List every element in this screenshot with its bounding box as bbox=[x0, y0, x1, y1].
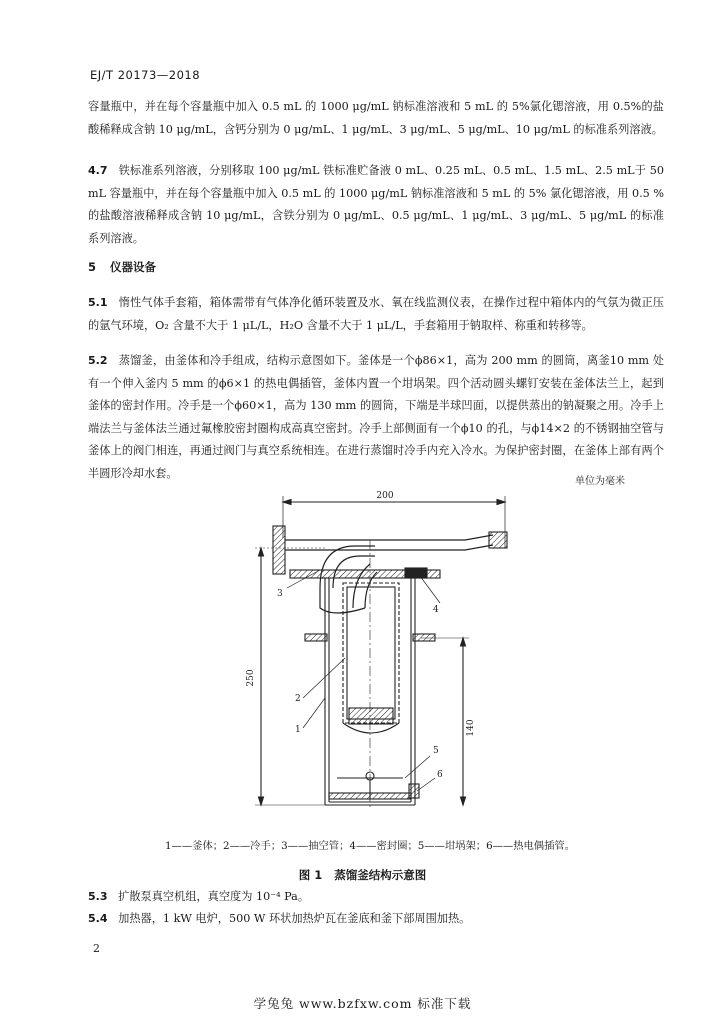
part-label-1: 1 bbox=[295, 725, 301, 735]
paragraph-text: 加热器，1 kW 电炉，500 W 环状加热炉瓦在釜底和釜下部周围加热。 bbox=[118, 912, 471, 925]
seal-ring bbox=[405, 568, 427, 578]
cooling-finger bbox=[343, 583, 399, 723]
paragraph-5-1 bbox=[88, 292, 664, 337]
section-number: 5 bbox=[88, 260, 97, 274]
dimension-inner-label: 140 bbox=[466, 719, 476, 737]
paragraph-text: 容量瓶中，并在每个容量瓶中加入 0.5 mL 的 1000 μg/mL 钠标准溶液和 5 mL 的 5%氯化锶溶液，用 0.5%的盐酸稀释成含钠 10 μg/mL，含钙分别为 0 μg/mL、1 μg/mL、3 μg/mL、5 μg/mL、10 μg/mL 的标准系列溶液。 bbox=[88, 100, 664, 136]
part-label-4: 4 bbox=[433, 605, 439, 615]
figure-number: 图 1 bbox=[298, 868, 323, 882]
section-heading-5 bbox=[88, 259, 156, 275]
paragraph-4-7 bbox=[88, 160, 664, 250]
clause-number: 4.7 bbox=[88, 164, 108, 177]
paragraph-5-4 bbox=[88, 908, 664, 931]
dimension-width-label: 200 bbox=[376, 491, 394, 501]
clause-number: 5.4 bbox=[88, 912, 108, 925]
figure-title: 蒸馏釜结构示意图 bbox=[334, 868, 427, 882]
paragraph-5-3 bbox=[88, 886, 664, 909]
paragraph-5-2 bbox=[88, 350, 664, 485]
evacuation-flange bbox=[273, 526, 285, 574]
site-footer: 学兔兔 www.bzfxw.com 标准下载 bbox=[253, 996, 472, 1011]
clause-number: 5.2 bbox=[88, 354, 108, 367]
page-number: 2 bbox=[93, 942, 100, 955]
standard-code: EJ/T 20173—2018 bbox=[90, 68, 201, 82]
figure-caption bbox=[0, 867, 725, 883]
part-label-5: 5 bbox=[433, 746, 439, 756]
paragraph-text: 惰性气体手套箱，箱体需带有气体净化循环装置及水、氧在线监测仪表，在操作过程中箱体内的气氛为微正压的氩气环境，O₂ 含量不大于 1 μL/L，H₂O 含量不大于 1 μL/L，手套箱用于钠取样、称重和转移等。 bbox=[88, 296, 664, 332]
tube-connector bbox=[489, 532, 507, 548]
figure-legend: 1——釜体；2——冷手；3——抽空管；4——密封圈；5——坩埚架；6——热电偶插管。 bbox=[165, 840, 575, 852]
part-label-2: 2 bbox=[295, 694, 301, 704]
part-label-6: 6 bbox=[437, 770, 443, 780]
clause-number: 5.1 bbox=[88, 296, 108, 309]
paragraph-text: 铁标准系列溶液，分别移取 100 μg/mL 铁标准贮备液 0 mL、0.25 mL、0.5 mL、1.5 mL、2.5 mL于 50 mL 容量瓶中，并在每个容量瓶中加入 0.5 mL 的 1000 μg/mL 钠标准溶液和 5 mL 的 5% 氯化锶溶液，用 0.5 %的盐酸溶液稀释成含钠 10 μg/mL，含铁分别为 0 μg/mL、0.5 μg/mL、1 μg/mL、3 μg/mL、5 μg/mL 的标准系列溶液。 bbox=[88, 164, 665, 245]
clause-number: 5.3 bbox=[88, 890, 108, 903]
paragraph-text: 扩散泵真空机组，真空度为 10⁻⁴ Pa。 bbox=[118, 890, 310, 903]
part-label-3: 3 bbox=[277, 589, 283, 599]
section-title: 仪器设备 bbox=[110, 260, 156, 274]
dimension-height-label: 250 bbox=[246, 669, 256, 687]
distillation-vessel-diagram bbox=[225, 488, 545, 818]
unit-note: 单位为毫米 bbox=[575, 476, 625, 487]
paragraph-text: 蒸馏釜，由釜体和冷手组成，结构示意图如下。釜体是一个ϕ86×1，高为 200 mm 的圆筒，离釜10 mm 处有一个伸入釜内 5 mm 的ϕ6×1 的热电偶插管，釜体内置一个坩埚架。四个活动圆头螺钉安装在釜体法兰上，起到釜体的密封作用。冷手是一个ϕ60×1，高为 130 mm 的圆筒，下端是半球凹面，以提供蒸出的钠凝聚之用。冷手上端法兰与釜体法兰通过氟橡胶密封圈构成高真空密封。冷手上部侧面有一个ϕ10 的孔，与ϕ14×2 的不锈钢抽空管与釜体上的阀门相连，再通过阀门与真空系统相连。在进行蒸馏时冷手内充入冷水。为保护密封圈，在釜体上部有两个半圆形冷却水套。 bbox=[88, 354, 664, 480]
paragraph-4-6-continued bbox=[88, 96, 664, 141]
